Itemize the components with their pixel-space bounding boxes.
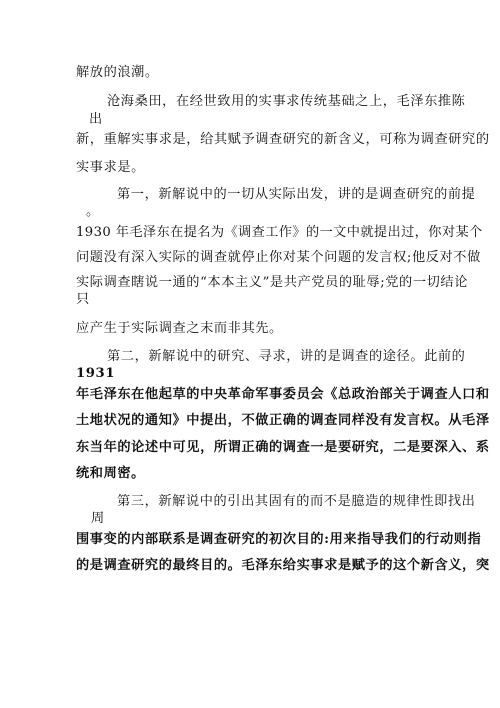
text-line: 只 xyxy=(76,292,90,307)
text-line: 统和周密。 xyxy=(76,466,145,481)
text-line: 新，重解实事求是，给其赋予调查研究的新含义，可称为调查研究的 xyxy=(76,132,490,147)
text-line: 东当年的论述中可见，所谓正确的调查一是要研究，二是要深入、系 xyxy=(76,440,490,455)
text-line: 实际调查瞎说一通的“本本主义”是共产党员的耻辱;党的一切结论 xyxy=(76,275,468,290)
text-line: 围事变的内部联系是调查研究的初次目的:用来指导我们的行动则指 xyxy=(76,532,482,547)
text-line: 年毛泽东在他起草的中央革命军事委员会《总政治部关于调查人口和 xyxy=(76,387,490,402)
text-line: 1930 年毛泽东在提名为《调查工作》的一文中就提出过，你对某个 xyxy=(76,225,483,240)
text-line: 。 xyxy=(86,204,100,219)
text-line: 的是调查研究的最终目的。毛泽东给实事求是赋予的这个新含义，突 xyxy=(76,558,490,573)
text-line: 土地状况的通知》中提出，不做正确的调查同样没有发言权。从毛泽 xyxy=(76,413,490,428)
text-line: 问题没有深入实际的调查就停止你对某个问题的发言权;他反对不做 xyxy=(76,250,481,265)
text-line: 沧海桑田，在经世致用的实事求传统基础之上，毛泽东推陈 xyxy=(107,94,466,109)
text-line: 第一，新解说中的一切从实际出发，讲的是调查研究的前提 xyxy=(117,187,476,202)
text-line: 周 xyxy=(91,511,105,526)
text-line: 出 xyxy=(89,112,103,127)
text-line: 应产生于实际调查之末而非其先。 xyxy=(76,321,283,336)
text-line: 第二，新解说中的研究、寻求，讲的是调查的途径。此前的 xyxy=(107,349,466,364)
text-line: 解放的浪潮。 xyxy=(76,65,159,80)
text-line: 1931 xyxy=(76,366,116,381)
text-line: 第三，新解说中的引出其固有的而不是臆造的规律性即找出 xyxy=(117,494,476,509)
text-line: 实事求是。 xyxy=(76,160,145,175)
